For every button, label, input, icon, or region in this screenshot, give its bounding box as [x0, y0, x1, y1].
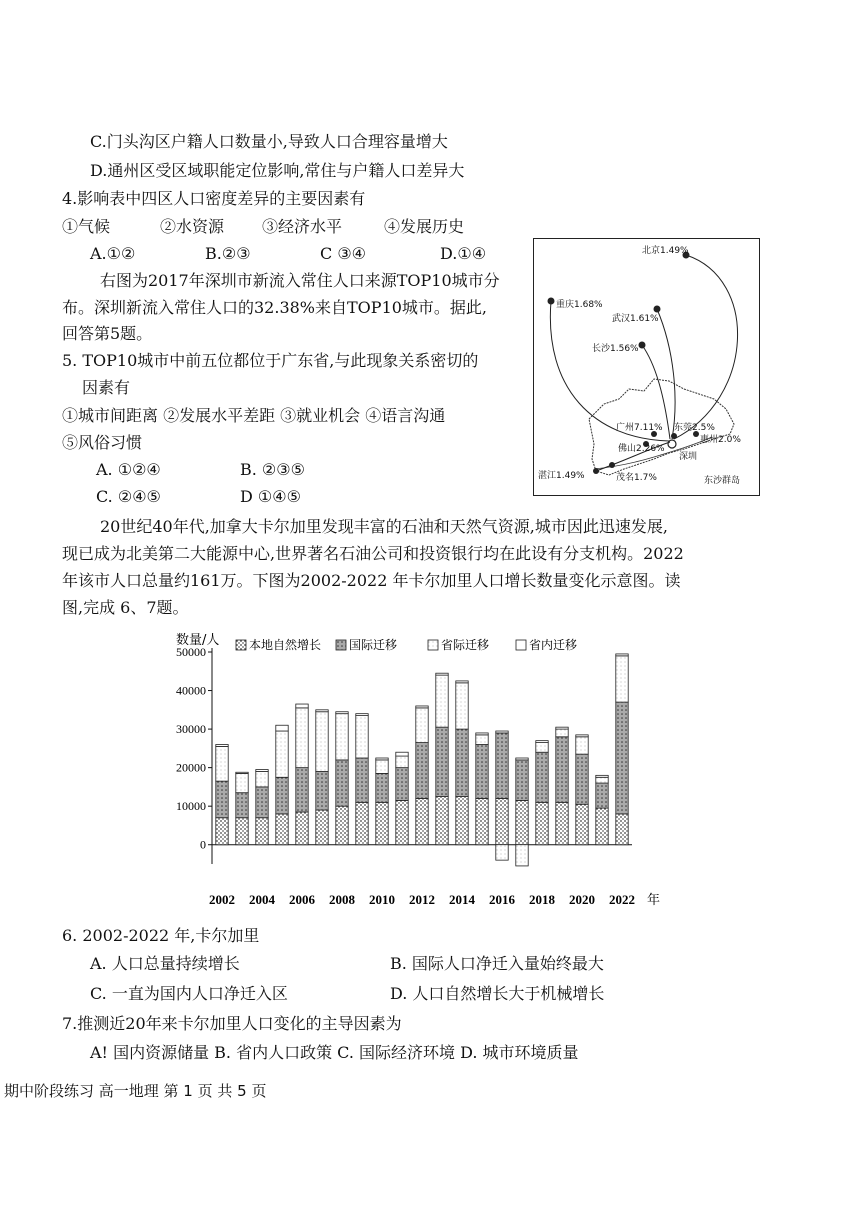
- bar-segment: [536, 743, 548, 753]
- bar-segment: [616, 656, 628, 702]
- shenzhen-migration-map: [533, 238, 760, 496]
- q5-factor-5: ⑤风俗习惯: [62, 433, 143, 452]
- bar-segment: [596, 775, 608, 777]
- bar-segment: [516, 845, 528, 866]
- map-label-foshan: 佛山2.26%: [618, 444, 665, 454]
- q6-option-a: A. 人口总量持续增长: [90, 954, 240, 973]
- bar-segment: [216, 746, 228, 781]
- bar-segment: [336, 714, 348, 760]
- bar-segment: [216, 745, 228, 747]
- y-tick-label: 0: [200, 837, 206, 852]
- paragraph-line-4: 图,完成 6、7题。: [62, 598, 189, 617]
- map-label-islands: 东沙群岛: [704, 476, 741, 486]
- bar-segment: [556, 802, 568, 844]
- bar-segment: [416, 708, 428, 743]
- bar-segment: [356, 802, 368, 844]
- bar-segment: [436, 797, 448, 845]
- q4-option-d: D.①④: [440, 244, 487, 263]
- map-label-shenzhen: 深圳: [679, 452, 698, 462]
- bar-segment: [476, 745, 488, 799]
- bar-segment: [376, 773, 388, 802]
- bar-segment: [236, 793, 248, 818]
- population-growth-chart: [160, 628, 680, 918]
- q5-factors: ①城市间距离 ②发展水平差距 ③就业机会 ④语言沟通: [62, 406, 446, 425]
- bar-segment: [316, 771, 328, 810]
- map-label-guangzhou: 广州7.11%: [616, 423, 663, 433]
- map-label-huizhou: 惠州2.0%: [700, 435, 741, 445]
- bar-segment: [336, 806, 348, 845]
- bar-segment: [396, 756, 408, 768]
- bar-segment: [236, 773, 248, 792]
- bar-segment: [476, 798, 488, 844]
- bar-segment: [596, 783, 608, 808]
- bar-segment: [396, 768, 408, 801]
- q4-item-4: ④发展历史: [384, 217, 465, 236]
- y-tick-label: 10000: [176, 799, 206, 814]
- y-tick-label: 30000: [176, 722, 206, 737]
- map-label-maoming: 茂名1.7%: [616, 473, 657, 483]
- bar-segment: [296, 704, 308, 708]
- bar-segment: [596, 808, 608, 845]
- flow-arc-beijing: [674, 255, 738, 439]
- bar-segment: [356, 714, 368, 716]
- bar-segment: [236, 818, 248, 845]
- bar-segment: [276, 777, 288, 814]
- bar-segment: [356, 758, 368, 802]
- shenzhen-dot: [668, 440, 676, 448]
- bar-segment: [376, 802, 388, 844]
- q4-item-1: ①气候: [62, 217, 111, 236]
- question-4: 4.影响表中四区人口密度差异的主要因素有: [62, 189, 366, 208]
- x-tick-label: 2022: [609, 892, 635, 907]
- bar-segment: [416, 798, 428, 844]
- q4-option-b: B.②③: [205, 244, 251, 263]
- paragraph-line-2: 现已成为北美第二大能源中心,世界著名石油公司和投资银行均在此设有分支机构。2022: [62, 544, 684, 563]
- bar-segment: [476, 735, 488, 745]
- intro-line-2: 布。深圳新流入常住人口的32.38%来自TOP10城市。据此,: [62, 298, 488, 317]
- bar-segment: [516, 758, 528, 760]
- bar-segment: [296, 708, 308, 768]
- paragraph-line-3: 年该市人口总量约161万。下图为2002-2022 年卡尔加里人口增长数量变化示意图。读: [62, 571, 681, 590]
- x-tick-label: 2004: [249, 892, 275, 907]
- bar-segment: [256, 771, 268, 786]
- bar-segment: [396, 800, 408, 844]
- bar-segment: [316, 710, 328, 712]
- page-footer: 期中阶段练习 高一地理 第 1 页 共 5 页: [4, 1082, 267, 1100]
- q6-option-c: C. 一直为国内人口净迁入区: [90, 984, 288, 1003]
- legend-label: 本地自然增长: [249, 638, 322, 652]
- bar-segment: [276, 814, 288, 845]
- x-tick-label: 2016: [489, 892, 515, 907]
- bar-segment: [496, 733, 508, 799]
- bar-segment: [236, 772, 248, 773]
- map-label-dongguan: 东莞2.5%: [674, 423, 715, 433]
- bar-segment: [416, 706, 428, 708]
- map-label-beijing: 北京1.49%: [642, 246, 689, 256]
- legend-label: 省内迁移: [529, 638, 578, 652]
- dongguan-dot: [671, 433, 677, 439]
- bar-segment: [536, 741, 548, 743]
- question-6: 6. 2002-2022 年,卡尔加里: [62, 926, 260, 945]
- maoming-dot: [609, 462, 615, 468]
- bar-segment: [576, 737, 588, 754]
- x-tick-label: 2020: [569, 892, 595, 907]
- bar-segment: [536, 752, 548, 802]
- x-tick-label: 2002: [209, 892, 235, 907]
- x-tick-label: 2014: [449, 892, 475, 907]
- zhanjiang-dot: [593, 468, 599, 474]
- bar-segment: [576, 735, 588, 737]
- bar-segment: [216, 781, 228, 818]
- legend-label: 国际迁移: [349, 638, 398, 652]
- question-7: 7.推测近20年来卡尔加里人口变化的主导因素为: [62, 1014, 402, 1033]
- legend-swatch: [428, 640, 438, 650]
- map-label-chongqing: 重庆1.68%: [556, 300, 603, 310]
- y-tick-label: 40000: [176, 683, 206, 698]
- bar-segment: [316, 712, 328, 772]
- bar-segment: [616, 814, 628, 845]
- q5-option-d: D ①④⑤: [240, 487, 301, 506]
- bar-segment: [516, 760, 528, 800]
- bar-segment: [436, 675, 448, 727]
- chongqing-dot: [548, 298, 555, 305]
- bar-segment: [596, 777, 608, 783]
- paragraph-line-1: 20世纪40年代,加拿大卡尔加里发现丰富的石油和天然气资源,城市因此迅速发展,: [100, 517, 668, 536]
- bar-segment: [336, 712, 348, 714]
- x-tick-label: 2008: [329, 892, 355, 907]
- q4-item-3: ③经济水平: [262, 217, 343, 236]
- bar-segment: [556, 729, 568, 737]
- map-drawing: [534, 239, 759, 495]
- legend-swatch: [516, 640, 526, 650]
- bar-segment: [256, 818, 268, 845]
- bar-segment: [436, 673, 448, 675]
- bar-segment: [216, 818, 228, 845]
- q5-option-c: C. ②④⑤: [96, 487, 161, 506]
- bar-segment: [496, 731, 508, 733]
- bar-segment: [456, 797, 468, 845]
- bar-segment: [436, 727, 448, 796]
- legend-label: 省际迁移: [441, 638, 490, 652]
- x-tick-label: 2012: [409, 892, 435, 907]
- bar-segment: [516, 800, 528, 844]
- bar-segment: [356, 716, 368, 758]
- bar-segment: [456, 683, 468, 729]
- bar-segment: [376, 758, 388, 760]
- option-c-line: C.门头沟区户籍人口数量小,导致人口合理容量增大: [90, 132, 448, 151]
- q5-option-b: B. ②③⑤: [240, 460, 305, 479]
- intro-line-3: 回答第5题。: [62, 324, 153, 343]
- q5-option-a: A. ①②④: [96, 460, 161, 479]
- bar-segment: [576, 804, 588, 844]
- map-label-changsha: 长沙1.56%: [592, 344, 639, 354]
- bar-segment: [556, 727, 568, 729]
- bar-segment: [576, 754, 588, 804]
- bar-segment: [456, 681, 468, 683]
- bar-segment: [276, 731, 288, 777]
- map-label-wuhan: 武汉1.61%: [612, 314, 659, 324]
- question-5-line-1: 5. TOP10城市中前五位都位于广东省,与此现象关系密切的: [62, 351, 479, 370]
- q6-option-d: D. 人口自然增长大于机械增长: [390, 984, 605, 1003]
- q4-item-2: ②水资源: [160, 217, 225, 236]
- bar-segment: [616, 654, 628, 656]
- bar-segment: [556, 737, 568, 803]
- legend-swatch: [336, 640, 346, 650]
- bar-segment: [256, 787, 268, 818]
- bar-segment: [336, 760, 348, 806]
- x-axis-label: 年: [647, 893, 661, 908]
- map-label-zhanjiang: 湛江1.49%: [538, 471, 585, 481]
- bar-segment: [476, 733, 488, 735]
- bar-segment: [536, 802, 548, 844]
- intro-line-1: 右图为2017年深圳市新流入常住人口来源TOP10城市分: [100, 271, 500, 290]
- changsha-dot: [639, 342, 646, 349]
- x-tick-label: 2010: [369, 892, 395, 907]
- bar-segment: [256, 770, 268, 772]
- legend-swatch: [236, 640, 246, 650]
- bar-segment: [276, 725, 288, 731]
- y-tick-label: 20000: [176, 760, 206, 775]
- q4-option-a: A.①②: [90, 244, 136, 263]
- q7-options: A! 国内资源储量 B. 省内人口政策 C. 国际经济环境 D. 城市环境质量: [90, 1043, 579, 1062]
- q6-option-b: B. 国际人口净迁入量始终最大: [390, 954, 604, 973]
- bar-segment: [616, 702, 628, 814]
- bar-segment: [296, 768, 308, 812]
- y-axis-label: 数量/人: [176, 633, 220, 648]
- option-d-line: D.通州区受区域职能定位影响,常住与户籍人口差异大: [90, 161, 465, 180]
- x-tick-label: 2018: [529, 892, 555, 907]
- bar-segment: [396, 752, 408, 756]
- question-5-line-2: 因素有: [82, 378, 131, 397]
- bar-segment: [496, 798, 508, 844]
- q4-option-c: C ③④: [320, 244, 367, 263]
- bar-segment: [376, 760, 388, 773]
- bar-segment: [296, 812, 308, 845]
- bar-segment: [496, 845, 508, 860]
- y-tick-label: 50000: [176, 645, 206, 659]
- x-tick-label: 2006: [289, 892, 315, 907]
- bar-segment: [416, 743, 428, 799]
- bar-segment: [316, 810, 328, 845]
- bar-segment: [456, 729, 468, 796]
